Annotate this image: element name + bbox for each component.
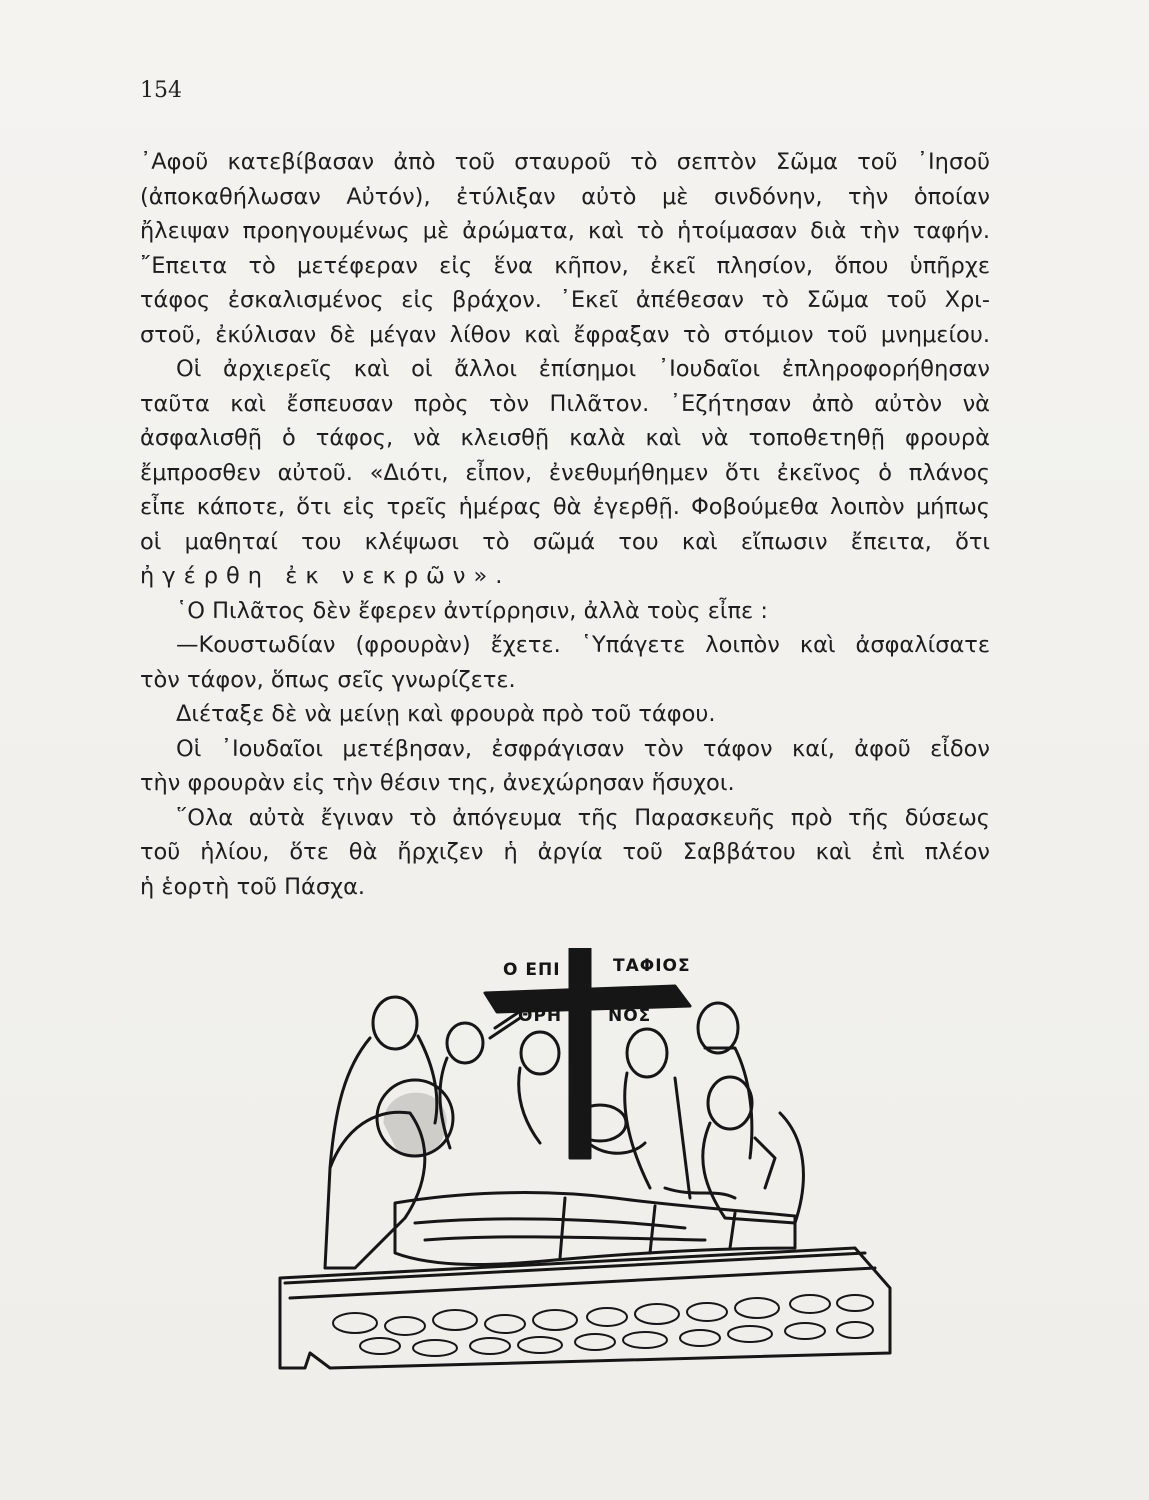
text-line: ταῦτα καὶ ἔσπευσαν πρὸς τὸν Πιλᾶτον. ᾿Εζήτησαν ἀπὸ αὐτὸν νὰ	[140, 390, 990, 417]
entombment-drawing	[235, 948, 935, 1408]
text-line: τοῦ ἡλίου, ὅτε θὰ ἤρχιζεν ἡ ἀργία τοῦ Σαββάτου καὶ ἐπὶ πλέον	[140, 839, 990, 865]
text-line: ῞Ολα αὐτὰ ἔγιναν τὸ ἀπόγευμα τῆς Παρασκευῆς πρὸ τῆς δύσεως	[176, 804, 990, 831]
inscription-right-top: ΤΑΦΙΟΣ	[613, 956, 691, 976]
text-line: οἱ μαθηταί του κλέψωσι τὸ σῶμά του καὶ εἴπωσιν ἔπειτα, ὅτι	[140, 528, 990, 555]
text-line: ἠγέρθη ἐκ νεκρῶν».	[140, 563, 511, 589]
text-line: ἔμπροσθεν αὐτοῦ. «Διότι, εἶπον, ἐνεθυμήθημεν ὅτι ἐκεῖνος ὁ πλάνος	[140, 459, 990, 486]
text-line: τὴν φρουρὰν εἰς τὴν θέσιν της, ἀνεχώρησαν ἥσυχοι.	[140, 770, 735, 796]
inscription-left-top: Ο ΕΠΙ	[503, 960, 561, 980]
text-line: Οἱ ᾿Ιουδαῖοι μετέβησαν, ἐσφράγισαν τὸν τάφον καί, ἀφοῦ εἶδον	[176, 735, 990, 762]
text-line: (ἀποκαθήλωσαν Αὐτόν), ἐτύλιξαν αὐτὸ μὲ σινδόνην, τὴν ὁποίαν	[140, 183, 990, 210]
text-line: ἡ ἑορτὴ τοῦ Πάσχα.	[140, 873, 366, 900]
entombment-illustration	[235, 948, 935, 1408]
text-line: εἶπε κάποτε, ὅτι εἰς τρεῖς ἡμέρας θὰ ἐγερθῇ. Φοβούμεθα λοιπὸν μήπως	[140, 494, 990, 520]
body-text	[140, 145, 990, 904]
text-line: ᾿Αφοῦ κατεβίβασαν ἀπὸ τοῦ σταυροῦ τὸ σεπτὸν Σῶμα τοῦ ᾿Ιησοῦ	[140, 149, 990, 175]
inscription-left-bottom: ΘΡΗ	[518, 1006, 563, 1026]
text-line: τάφος ἐσκαλισμένος εἰς βράχον. ᾿Εκεῖ ἀπέθεσαν τὸ Σῶμα τοῦ Χρι-	[140, 287, 990, 313]
text-line: —Κουστωδίαν (φρουρὰν) ἔχετε. ῾Υπάγετε λοιπὸν καὶ ἀσφαλίσατε	[176, 632, 990, 658]
page-number: 154	[140, 78, 182, 103]
text-line: ἀσφαλισθῇ ὁ τάφος, νὰ κλεισθῇ καλὰ καὶ νὰ τοποθετηθῇ φρουρὰ	[140, 425, 990, 451]
text-line: Οἱ ἀρχιερεῖς καὶ οἱ ἄλλοι ἐπίσημοι ᾿Ιουδαῖοι ἐπληροφορήθησαν	[176, 356, 990, 382]
text-line: στοῦ, ἐκύλισαν δὲ μέγαν λίθον καὶ ἔφραξαν τὸ στόμιον τοῦ μνημείου.	[140, 321, 990, 348]
text-line: Διέταξε δὲ νὰ μείνῃ καὶ φρουρὰ πρὸ τοῦ τάφου.	[176, 701, 716, 727]
cross-beam	[485, 986, 690, 1012]
text-line: τὸν τάφον, ὅπως σεῖς γνωρίζετε.	[140, 666, 516, 693]
text-line: ἤλειψαν προηγουμένως μὲ ἀρώματα, καὶ τὸ ἡτοίμασαν διὰ τὴν ταφήν.	[140, 218, 990, 244]
inscription-right-bottom: ΝΟΣ	[608, 1006, 652, 1026]
text-line: ῎Επειτα τὸ μετέφεραν εἰς ἕνα κῆπον, ἐκεῖ πλησίον, ὅπου ὑπῆρχε	[140, 252, 990, 279]
text-line: ῾Ο Πιλᾶτος δὲν ἔφερεν ἀντίρρησιν, ἀλλὰ τοὺς εἶπε :	[176, 597, 768, 624]
